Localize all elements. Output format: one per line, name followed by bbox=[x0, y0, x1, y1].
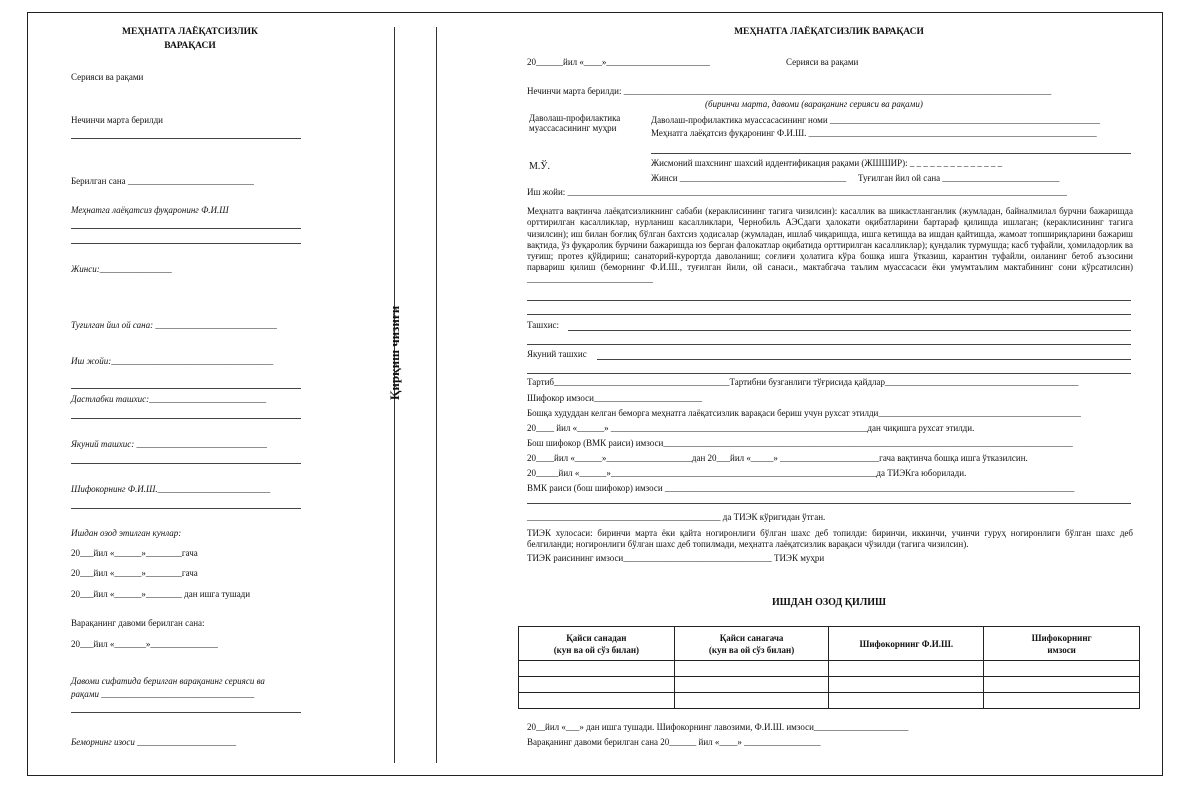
left-issued-times-line[interactable] bbox=[71, 138, 301, 139]
left-birth-date[interactable]: Туғилган йил ой сана: ___________________________ bbox=[71, 320, 277, 330]
left-initial-dx-line[interactable] bbox=[71, 418, 301, 419]
left-title: МЕҲНАТГА ЛАЁҚАТСИЗЛИК bbox=[122, 27, 258, 37]
left-released-days-label: Ишдан озод этилган кунлар: bbox=[71, 528, 182, 538]
left-day-1[interactable]: 20___йил «______»________гача bbox=[71, 548, 198, 558]
release-title: ИШДАН ОЗОД ҚИЛИШ bbox=[771, 597, 887, 608]
right-year-line[interactable]: 20______йил «____»_______________________ bbox=[527, 57, 710, 67]
left-citizen-line-2[interactable] bbox=[71, 243, 301, 244]
left-workplace-line[interactable] bbox=[71, 388, 301, 389]
left-day-3[interactable]: 20___йил «______»________ дан ишга тушади bbox=[71, 589, 251, 599]
citizen-name[interactable]: Меҳнатга лаёқатсиз фуқаронинг Ф.И.Ш. ________________________________________________________________ bbox=[651, 128, 1097, 138]
continue-date-line[interactable]: Варақанинг давоми берилган сана 20______ йил «____» _________________ bbox=[527, 737, 821, 747]
right-gender[interactable]: Жинси _____________________________________ bbox=[651, 173, 847, 183]
institution-name[interactable]: Даволаш-профилактика муассасасининг номи ____________________________________________________________ bbox=[651, 115, 1100, 125]
cut-line-label: Қирқиш чизиғи bbox=[387, 305, 402, 400]
left-continue-series-line[interactable] bbox=[71, 712, 301, 713]
diagnosis-line-2[interactable] bbox=[527, 344, 1131, 345]
right-title: МЕҲНАТГА ЛАЁҚАТСИЗЛИК ВАРАҚАСИ bbox=[734, 27, 924, 37]
right-issued-hint: (биринчи марта, давоми (варақанинг серияси ва рақами) bbox=[705, 99, 923, 109]
cause-text: Меҳнатга вақтинча лаёқатсизликнинг сабаби (кераклисининг тагига чизилсин): касаллик ва шикастланганлик (жумладан, байналмилал бурчни бажаришда орттирилган касалликлар, нурланиш касалликлари, Чернобиль АЭСдаги ҳалокати оқибатларини бартараф қилишда ишлаган; (кераклисининг тагига чизилсин); иш билан боғлиқ бўлган бахтсиз ҳодисалар (жумладан, ишлаб чиқаришда, ишга кетишда ва ишдан қайтишда, жамоат топшириқларини бажариш вақтида, ўз фуқаролик бурчини бажаришда юз берган фалокатлар оқибатида орттирилган касалликлар); қундалик турмушда; касб туфайли, ҳомиладорлик ва туғиш; протез қўйдириш; санаторий-курортда даволаниш; соғлиғи ҳолатига кўра бошқа ишга ўтказиш, карантин туфайли, оиланинг бетоб аъзосини парвариш қилиш (беморнинг Ф.И.Ш., туғилган йили, ой санаси., мактабгача таълим муассасаси ёки умумтаълим мактабининг сони кўрсатилсин) ____________________________ bbox=[527, 206, 1133, 284]
column-header-doctor-name bbox=[829, 627, 984, 661]
right-series-label: Серияси ва рақами bbox=[786, 57, 859, 67]
stamp-label-2: муассасасининг муҳри bbox=[529, 123, 617, 133]
transfer-line[interactable]: 20____йил «______»___________________дан 20___йил «_____» ______________________гача вақтинча бошқа ишга ўтказилсин. bbox=[527, 453, 1028, 463]
stamp-label-1: Даволаш-профилактика bbox=[529, 113, 621, 123]
left-continue-series-2[interactable]: рақами __________________________________ bbox=[71, 689, 255, 699]
vmk-sign-line[interactable] bbox=[527, 503, 1131, 504]
right-section-border bbox=[436, 27, 437, 763]
left-continue-date-line[interactable]: 20___йил «_______»_______________ bbox=[71, 639, 218, 649]
left-citizen-name-label: Меҳнатга лаёқатсиз фуқаронинг Ф.И.Ш bbox=[71, 205, 229, 215]
right-issued-times[interactable]: Нечинчи марта берилди: _______________________________________________________________________________________________ bbox=[527, 86, 1052, 96]
left-doctor-name-line[interactable] bbox=[71, 508, 301, 509]
table-cell[interactable] bbox=[829, 661, 984, 677]
final-diagnosis-line-2[interactable] bbox=[527, 373, 1131, 374]
column-header-from-title: Қайси санадан bbox=[566, 632, 627, 643]
release-table-header-row bbox=[519, 627, 1140, 661]
column-header-doctor-sign bbox=[984, 627, 1140, 661]
table-cell[interactable] bbox=[829, 693, 984, 709]
tiek-sent-line[interactable]: 20_____йил «______»___________________________________________________________да ТИЭКга юборилади. bbox=[527, 468, 967, 478]
left-workplace[interactable]: Иш жойи:____________________________________ bbox=[71, 356, 274, 366]
table-cell[interactable] bbox=[674, 693, 829, 709]
table-cell[interactable] bbox=[674, 677, 829, 693]
right-birth[interactable]: Туғилган йил ой сана __________________________ bbox=[858, 173, 1060, 183]
column-header-doctor-name-title: Шифокорнинг Ф.И.Ш. bbox=[859, 638, 954, 649]
table-row bbox=[519, 661, 1140, 677]
column-header-to-hint: (кун ва ой сўз билан) bbox=[708, 644, 795, 655]
column-header-from bbox=[519, 627, 675, 661]
left-doctor-name[interactable]: Шифокорнинг Ф.И.Ш._________________________ bbox=[71, 484, 271, 494]
release-table bbox=[518, 626, 1140, 709]
doctor-sign[interactable]: Шифокор имзоси________________________ bbox=[527, 393, 702, 403]
table-cell[interactable] bbox=[519, 661, 675, 677]
left-continue-date-label: Варақанинг давоми берилган сана: bbox=[71, 618, 205, 628]
left-final-dx[interactable]: Якуний ташхис: _____________________________ bbox=[71, 439, 267, 449]
regime-line[interactable]: Тартиб_______________________________________Тартибни бузганлиги тўғрисида қайдлар___________________________________________ bbox=[527, 377, 1079, 387]
diagnosis-label: Ташхис: bbox=[527, 320, 560, 330]
permission-line[interactable]: Бошқа худуддан келган беморга меҳнатга лаёқатсизлик варақаси бериш учун рухсат этилди_____________________________________________ bbox=[527, 408, 1081, 418]
left-patient-sign[interactable]: Беморнинг изоси ______________________ bbox=[71, 737, 237, 747]
vmk-sign[interactable]: ВМК раиси (бош шифокор) имзоси ___________________________________________________________________________________________ bbox=[527, 483, 1075, 493]
column-header-to-title: Қайси санагача bbox=[719, 632, 784, 643]
permission-date[interactable]: 20____ йил «______» _________________________________________________________дан чиқишга рухсат этилди. bbox=[527, 423, 975, 433]
return-to-work-line[interactable]: 20__йил «___» дан ишга тушади. Шифокорнинг лавозими, Ф.И.Ш. имзоси_____________________ bbox=[527, 722, 909, 732]
column-header-to bbox=[674, 627, 829, 661]
table-cell[interactable] bbox=[984, 677, 1140, 693]
left-day-2[interactable]: 20___йил «______»________гача bbox=[71, 568, 198, 578]
final-diagnosis-label: Якуний ташхис bbox=[527, 349, 587, 359]
tiek-chair-sign[interactable]: ТИЭК раисининг имзоси_________________________________ ТИЭК муҳри bbox=[527, 553, 825, 563]
tiek-conclusion: ТИЭК хулосаси: биринчи марта ёки қайта ногиронлиги бўлган шахс деб топилди: биринчи, иккинчи, учинчи гуруҳ ногиронлиги бўлган шахс деб белгиланди; ногиронлиги бўлган шахс деб топилмади, меҳнатга лаёқатсизлик варақаси чўзилди (тагига чизилсин). bbox=[527, 528, 1133, 550]
column-header-from-hint: (кун ва ой сўз билан) bbox=[553, 644, 640, 655]
left-title-2: ВАРАҚАСИ bbox=[164, 41, 216, 51]
table-row bbox=[519, 693, 1140, 709]
final-diagnosis-line-1[interactable] bbox=[597, 359, 1131, 360]
pinfl-field[interactable]: Жисмоний шахснинг шахсий иддентификация рақами (ЖШШИР): _ _ _ _ _ _ _ _ _ _ _ _ _ _ bbox=[651, 158, 1003, 168]
left-gender[interactable]: Жинси:________________ bbox=[71, 264, 172, 274]
cause-line-1[interactable] bbox=[527, 300, 1131, 301]
table-cell[interactable] bbox=[674, 661, 829, 677]
column-header-doctor-sign-hint: имзоси bbox=[1047, 644, 1076, 655]
left-continue-series-1: Давоми сифатида берилган варақанинг серияси ва bbox=[71, 676, 265, 686]
left-series-label: Серияси ва рақами bbox=[71, 72, 144, 82]
left-issued-times-label: Нечинчи марта берилди bbox=[71, 115, 163, 125]
citizen-name-extra-line[interactable] bbox=[651, 153, 1131, 154]
table-cell[interactable] bbox=[984, 693, 1140, 709]
table-cell[interactable] bbox=[519, 677, 675, 693]
right-workplace[interactable]: Иш жойи: _______________________________________________________________________________________________________________ bbox=[527, 187, 1068, 197]
table-row bbox=[519, 677, 1140, 693]
stamp-mp: М.Ў. bbox=[529, 161, 550, 172]
table-cell[interactable] bbox=[829, 677, 984, 693]
left-final-dx-line[interactable] bbox=[71, 463, 301, 464]
chief-sign[interactable]: Бош шифокор (ВМК раиси) имзоси___________________________________________________________________________________________ bbox=[527, 438, 1073, 448]
left-initial-dx[interactable]: Дастлабки ташхис:__________________________ bbox=[71, 394, 267, 404]
cause-line-2[interactable] bbox=[527, 314, 1131, 315]
diagnosis-line-1[interactable] bbox=[568, 330, 1131, 331]
tiek-review-line[interactable]: ___________________________________________ да ТИЭК кўригидан ўтган. bbox=[527, 512, 826, 522]
column-header-doctor-sign-title: Шифокорнинг bbox=[1031, 632, 1092, 643]
left-issue-date[interactable]: Берилган сана ____________________________ bbox=[71, 176, 254, 186]
table-cell[interactable] bbox=[984, 661, 1140, 677]
table-cell[interactable] bbox=[519, 693, 675, 709]
left-citizen-line-1[interactable] bbox=[71, 228, 301, 229]
